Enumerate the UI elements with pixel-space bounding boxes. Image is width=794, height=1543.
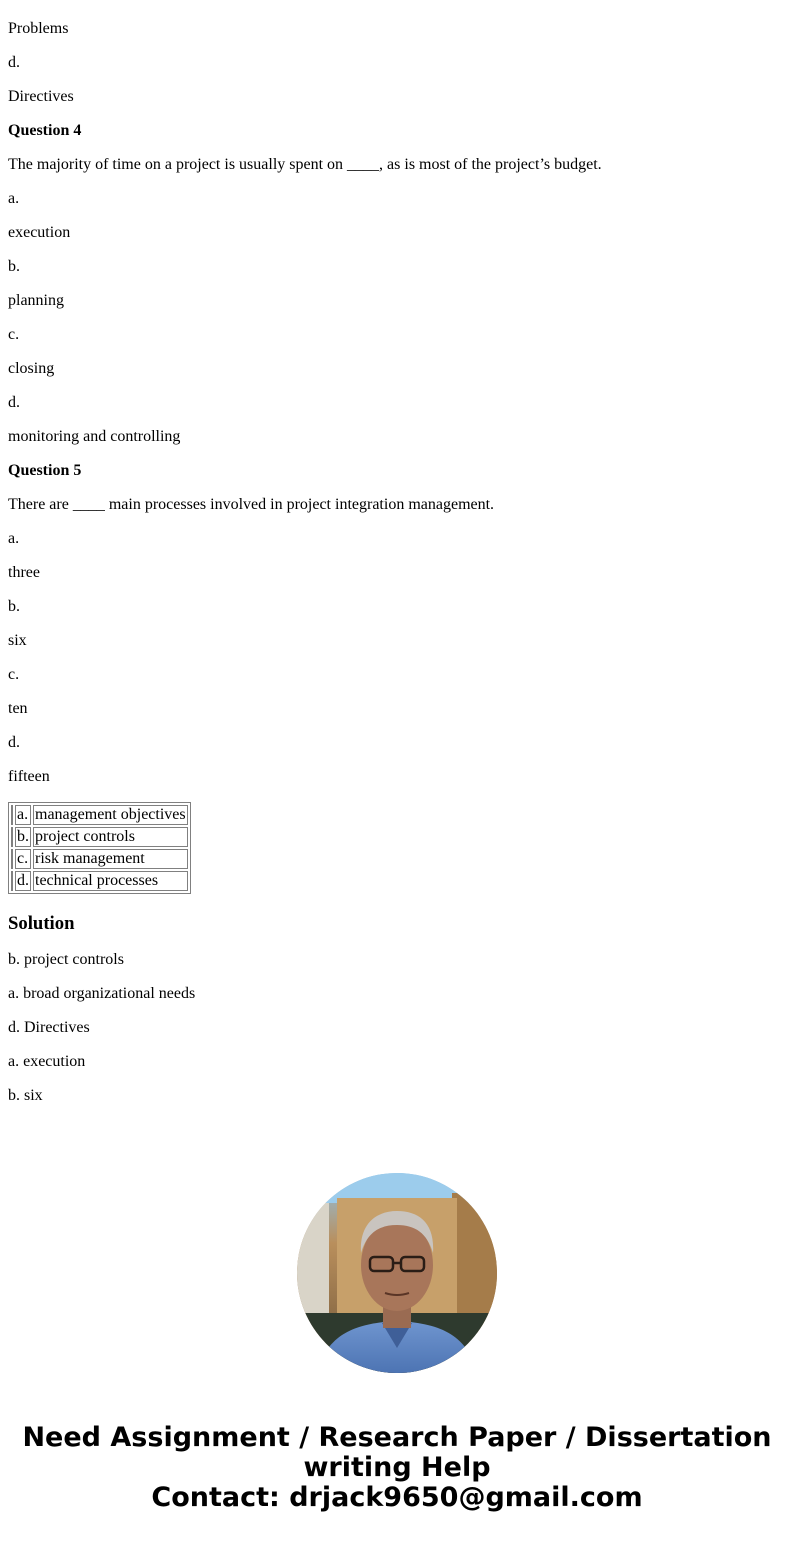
solution-answer: a. execution	[8, 1053, 86, 1070]
table-spacer-cell	[11, 849, 13, 869]
option-letter: d.	[8, 394, 20, 411]
table-row	[11, 849, 188, 869]
intro-line: Directives	[8, 88, 74, 105]
author-avatar	[297, 1173, 497, 1373]
option-text: ten	[8, 700, 28, 717]
intro-line: d.	[8, 54, 20, 71]
option-text: six	[8, 632, 27, 649]
option-text-cell: project controls	[33, 827, 188, 847]
question-heading: Question 5	[8, 462, 82, 479]
table-spacer-cell	[11, 805, 13, 825]
table-row	[11, 871, 188, 891]
table-row	[11, 805, 188, 825]
option-text-cell: technical processes	[33, 871, 188, 891]
banner-contact: Contact: drjack9650@gmail.com	[151, 1482, 643, 1513]
solution-answer: b. six	[8, 1087, 43, 1104]
option-text: closing	[8, 360, 55, 377]
option-text-cell: management objectives	[35, 806, 186, 823]
intro-line: Problems	[8, 20, 69, 37]
option-letter: b.	[8, 598, 20, 615]
solution-answer: a. broad organizational needs	[8, 985, 196, 1002]
option-letter-cell: b.	[17, 828, 29, 845]
question-text: There are ____ main processes involved in project integration management.	[8, 496, 495, 513]
option-text: execution	[8, 224, 71, 241]
option-letter: a.	[8, 530, 20, 547]
option-text: monitoring and controlling	[8, 428, 181, 445]
option-text-cell: risk management	[33, 849, 188, 869]
option-letter: d.	[8, 734, 20, 751]
option-letter: a.	[8, 190, 20, 207]
option-letter-cell: d.	[17, 872, 29, 889]
solution-heading: Solution	[8, 913, 75, 934]
option-text: planning	[8, 292, 64, 309]
table-spacer-cell	[11, 871, 13, 891]
option-text: three	[8, 564, 40, 581]
option-letter: b.	[8, 258, 20, 275]
table-spacer-cell	[11, 827, 13, 847]
option-letter-cell: a.	[15, 805, 31, 825]
table-row	[11, 827, 188, 847]
contact-banner	[0, 1423, 794, 1513]
question-heading: Question 4	[8, 122, 82, 139]
banner-line: writing Help	[303, 1452, 491, 1483]
solution-answer: d. Directives	[8, 1019, 90, 1036]
banner-line: Need Assignment / Research Paper / Dissertation	[22, 1422, 772, 1453]
question-text: The majority of time on a project is usually spent on ____, as is most of the project’s budget.	[8, 156, 602, 173]
document-body	[0, 20, 794, 1105]
solution-answer: b. project controls	[8, 951, 124, 968]
options-table	[8, 802, 191, 894]
option-letter: c.	[8, 666, 20, 683]
avatar-portrait	[297, 1173, 497, 1373]
option-letter: c.	[8, 326, 20, 343]
option-letter-cell: c.	[15, 849, 31, 869]
option-text: fifteen	[8, 768, 50, 785]
